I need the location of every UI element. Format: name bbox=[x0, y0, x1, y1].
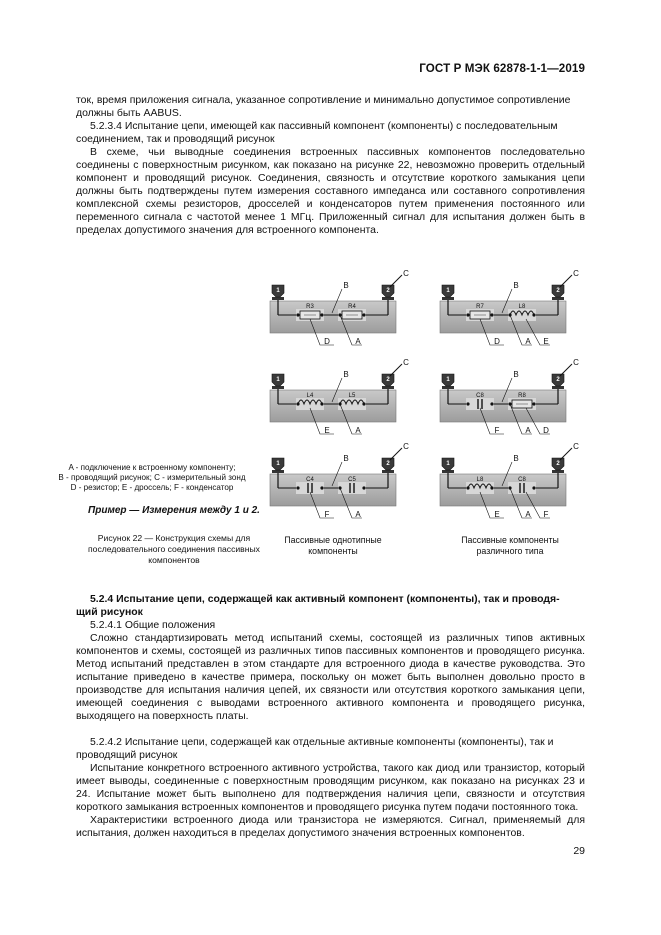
component-terminal bbox=[362, 402, 365, 405]
label-D: D bbox=[324, 337, 330, 346]
label-D: D bbox=[543, 426, 549, 435]
board-section bbox=[270, 474, 396, 506]
section-524-title-cont: щий рисунок bbox=[76, 607, 143, 618]
board-section bbox=[440, 474, 566, 506]
surface-pad bbox=[552, 297, 564, 300]
probe-number: 1 bbox=[446, 461, 450, 467]
label-A: A bbox=[355, 510, 361, 519]
surface-pad bbox=[272, 297, 284, 300]
probe-number: 1 bbox=[276, 377, 280, 383]
board-section bbox=[440, 390, 566, 422]
component-label: R4 bbox=[348, 304, 356, 310]
label-C: C bbox=[403, 442, 409, 451]
probe-number: 2 bbox=[386, 461, 390, 467]
surface-pad bbox=[552, 386, 564, 389]
probe-number: 1 bbox=[276, 461, 280, 467]
probe-number: 1 bbox=[276, 288, 280, 294]
component-bed bbox=[338, 482, 366, 494]
probe-number: 2 bbox=[556, 377, 560, 383]
label-F: F bbox=[494, 426, 500, 435]
label-B: B bbox=[343, 454, 349, 463]
component-label: R3 bbox=[306, 304, 314, 310]
surface-pad bbox=[552, 470, 564, 473]
component-terminal bbox=[466, 486, 469, 489]
legend-line: B - проводящий рисунок; C - измерительный зонд bbox=[58, 473, 246, 482]
surface-pad bbox=[442, 386, 454, 389]
figure-note: Пример — Измерения между 1 и 2. bbox=[88, 505, 260, 516]
circuit-panel-3 bbox=[270, 358, 409, 435]
leader-line bbox=[390, 448, 402, 460]
leader-line bbox=[560, 448, 572, 460]
component-terminal bbox=[320, 402, 323, 405]
label-E: E bbox=[324, 426, 330, 435]
component-terminal bbox=[532, 313, 535, 316]
component-terminal bbox=[466, 402, 469, 405]
component-label: L4 bbox=[306, 393, 314, 399]
leader-line bbox=[390, 364, 402, 376]
right-column-caption bbox=[440, 535, 580, 557]
probe-number: 1 bbox=[446, 377, 450, 383]
label-C: C bbox=[573, 269, 579, 278]
component-bed bbox=[508, 482, 536, 494]
label-E: E bbox=[494, 510, 500, 519]
label-B: B bbox=[513, 454, 519, 463]
probe-number: 2 bbox=[386, 377, 390, 383]
component-label: C8 bbox=[518, 477, 526, 483]
component-terminal bbox=[532, 402, 535, 405]
component-terminal bbox=[490, 402, 493, 405]
component-terminal bbox=[320, 486, 323, 489]
leader-line bbox=[560, 275, 572, 287]
section-5242-title: 5.2.4.2 Испытание цепи, содержащей как отдельные активные компоненты (компоненты), так и bbox=[90, 737, 554, 748]
component-terminal bbox=[296, 486, 299, 489]
surface-pad bbox=[442, 297, 454, 300]
surface-pad bbox=[272, 386, 284, 389]
leader-line bbox=[390, 275, 402, 287]
paragraph-line: должны быть AABUS. bbox=[76, 108, 182, 119]
page-number: 29 bbox=[573, 845, 585, 857]
label-F: F bbox=[543, 510, 549, 519]
probe-number: 1 bbox=[446, 288, 450, 294]
label-B: B bbox=[343, 370, 349, 379]
section-524-title: 5.2.4 Испытание цепи, содержащей как активный компонент (компоненты), так и проводя- bbox=[90, 594, 560, 605]
section-5234-body: В схеме, чьи выводные соединения встроенных пассивных компонентов последовательно соединены с поверхностным рисунком, как показано на рисунке 22, невозможно проверить отдельный компонент и проводящий рисунок. Соединения, связность и отсутствие короткого замыкания цепи должны быть подтверждены путем измерения составного импеданса или составного сопротивления комплексной схемы резисторов, дросселей и конденсаторов путем применения постоянного или переменного сигнала с частотой менее 1 МГц. Приложенный сигнал для испытания должен быть в пределах допустимого значения для встроенного компонента. bbox=[76, 147, 585, 236]
component-label: L5 bbox=[348, 393, 356, 399]
section-5242-title-cont: проводящий рисунок bbox=[76, 750, 178, 761]
left-caption-line: компоненты bbox=[308, 546, 358, 556]
circuit-panel-5 bbox=[270, 442, 409, 519]
right-caption-line: Пассивные компоненты bbox=[461, 535, 559, 545]
component-label: R8 bbox=[518, 393, 526, 399]
component-label: R7 bbox=[476, 304, 484, 310]
label-A: A bbox=[355, 337, 361, 346]
label-F: F bbox=[324, 510, 330, 519]
component-label: C4 bbox=[306, 477, 314, 483]
label-B: B bbox=[513, 281, 519, 290]
label-A: A bbox=[525, 426, 531, 435]
label-C: C bbox=[403, 358, 409, 367]
surface-pad bbox=[442, 470, 454, 473]
left-column-caption bbox=[268, 535, 398, 557]
label-C: C bbox=[573, 358, 579, 367]
legend-line: D - резистор; E - дроссель; F - конденсатор bbox=[70, 483, 234, 492]
component-label: L8 bbox=[518, 304, 526, 310]
label-A: A bbox=[355, 426, 361, 435]
figure-caption: Рисунок 22 — Конструкция схемы для последовательного соединения пассивных компонентов bbox=[88, 533, 260, 565]
label-B: B bbox=[343, 281, 349, 290]
section-5241-body: Сложно стандартизировать метод испытаний схемы, состоящей из различных типов активных компонентов и схемы, состоящей из различных типов пассивных компонентов и проводящего рисунка. Метод испытаний представлен в этом стандарте для встроенного диода в качестве руководства. Это испытание приведено в качестве примера, поскольку он может быть выполнен довольно просто в производстве для испытания наличия цепей, их связности или отсутствия короткого замыкания цепи, имеющей соединения с выводами встроенного активного компонента и проводящего рисунка, выходящего на поверхность платы. bbox=[76, 633, 585, 722]
section-5234-title-cont: соединением, так и проводящий рисунок bbox=[76, 134, 275, 145]
board-section bbox=[270, 301, 396, 333]
label-D: D bbox=[494, 337, 500, 346]
board-section bbox=[270, 390, 396, 422]
component-terminal bbox=[320, 313, 323, 316]
leader-line bbox=[560, 364, 572, 376]
circuit-panel-1 bbox=[270, 269, 409, 346]
section-5242-body: Характеристики встроенного диода или транзистора не измеряются. Сигнал, применяемый для испытания, должен находиться в пределах допустимого значения встроенных компонентов. bbox=[76, 815, 585, 839]
component-terminal bbox=[362, 486, 365, 489]
component-terminal bbox=[296, 402, 299, 405]
surface-pad bbox=[382, 297, 394, 300]
component-label: C5 bbox=[348, 477, 356, 483]
document-code: ГОСТ Р МЭК 62878-1-1—2019 bbox=[419, 62, 585, 75]
probe-number: 2 bbox=[556, 288, 560, 294]
paragraph-line: ток, время приложения сигнала, указанное сопротивление и минимально допустимое сопротивление bbox=[76, 95, 571, 106]
label-A: A bbox=[525, 510, 531, 519]
left-caption-line: Пассивные однотипные bbox=[284, 535, 382, 545]
component-terminal bbox=[362, 313, 365, 316]
label-C: C bbox=[573, 442, 579, 451]
section-5241-title: 5.2.4.1 Общие положения bbox=[90, 620, 216, 631]
circuit-panel-4 bbox=[440, 358, 579, 435]
component-terminal bbox=[490, 486, 493, 489]
right-caption-line: различного типа bbox=[476, 546, 544, 556]
label-C: C bbox=[403, 269, 409, 278]
section-5242-body: Испытание конкретного встроенного активного устройства, такого как диод или транзистор, который имеет выводы, соединенные с поверхностным проводящим рисунком, как показано на рисунках 23 и 24. Испытание может быть выполнено для подтверждения наличия цепи, связности и отсутствия короткого замыкания встроенных компонентов и проводящего рисунка путем подачи постоянного тока. bbox=[76, 763, 585, 813]
component-label: L8 bbox=[476, 477, 484, 483]
probe-number: 2 bbox=[556, 461, 560, 467]
circuit-panel-6 bbox=[440, 442, 579, 519]
component-terminal bbox=[296, 313, 299, 316]
component-terminal bbox=[532, 486, 535, 489]
legend-line: A - подключение к встроенному компоненту; bbox=[68, 463, 236, 472]
section-5234-title: 5.2.3.4 Испытание цепи, имеющей как пассивный компонент (компоненты) с последовательным bbox=[90, 121, 558, 132]
surface-pad bbox=[272, 470, 284, 473]
label-B: B bbox=[513, 370, 519, 379]
component-terminal bbox=[466, 313, 469, 316]
component-label: C8 bbox=[476, 393, 484, 399]
label-E: E bbox=[543, 337, 549, 346]
label-A: A bbox=[525, 337, 531, 346]
component-terminal bbox=[490, 313, 493, 316]
surface-pad bbox=[382, 470, 394, 473]
probe-number: 2 bbox=[386, 288, 390, 294]
surface-pad bbox=[382, 386, 394, 389]
circuit-panel-2 bbox=[440, 269, 579, 346]
board-section bbox=[440, 301, 566, 333]
